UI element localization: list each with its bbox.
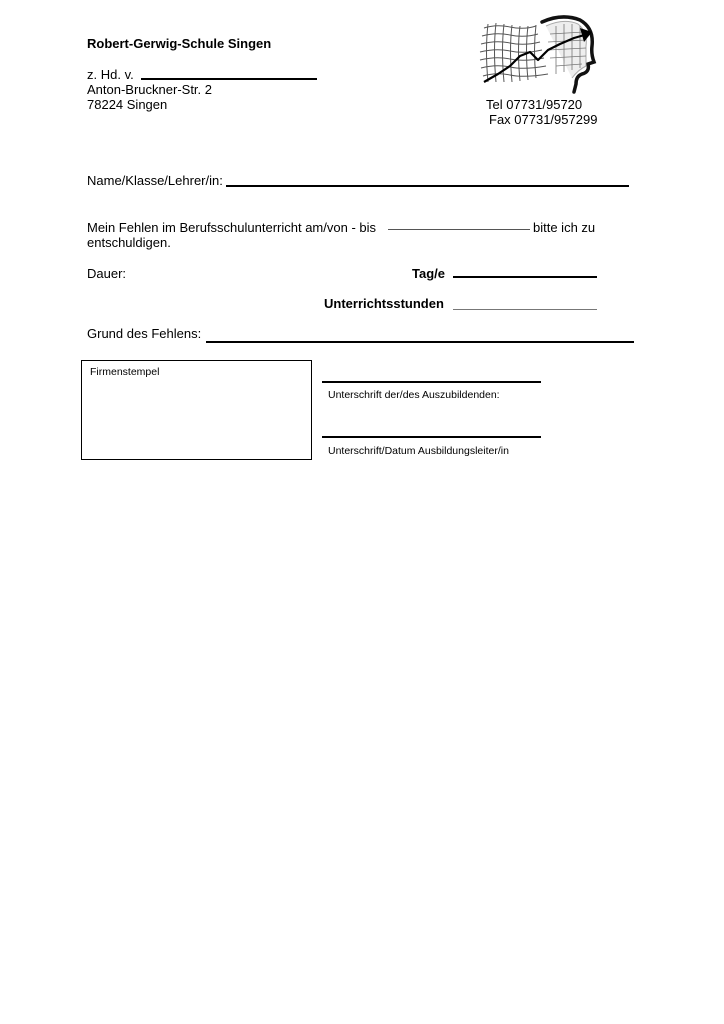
absence-text-end: bitte ich zu: [533, 220, 596, 235]
trainee-signature-line[interactable]: [322, 381, 541, 383]
supervisor-signature-label: Unterschrift/Datum Ausbildungsleiter/in: [328, 445, 509, 457]
attention-label: z. Hd. v.: [87, 67, 134, 82]
school-fax: Fax 07731/957299: [489, 112, 598, 127]
days-label: Tag/e: [412, 266, 445, 281]
school-logo-icon: [476, 14, 598, 94]
lessons-label: Unterrichtsstunden: [324, 296, 444, 311]
name-class-teacher-label: Name/Klasse/Lehrer/in:: [87, 173, 223, 188]
school-street: Anton-Bruckner-Str. 2: [87, 82, 212, 97]
absence-date-field[interactable]: [388, 229, 530, 230]
absence-text-start: Mein Fehlen im Berufsschulunterricht am/von - bis: [87, 220, 377, 235]
school-city: 78224 Singen: [87, 97, 168, 112]
reason-field[interactable]: [206, 341, 634, 343]
lessons-field[interactable]: [453, 309, 597, 310]
duration-label: Dauer:: [87, 266, 127, 281]
supervisor-signature-line[interactable]: [322, 436, 541, 438]
school-name: Robert-Gerwig-Schule Singen: [87, 36, 272, 51]
trainee-signature-label: Unterschrift der/des Auszubildenden:: [328, 389, 500, 401]
attention-line: [141, 78, 317, 80]
name-class-teacher-field[interactable]: [226, 185, 629, 187]
company-stamp-label: Firmenstempel: [90, 366, 160, 378]
reason-label: Grund des Fehlens:: [87, 326, 202, 341]
school-tel: Tel 07731/95720: [486, 97, 583, 112]
absence-text-line2: entschuldigen.: [87, 235, 171, 250]
days-field[interactable]: [453, 276, 597, 278]
